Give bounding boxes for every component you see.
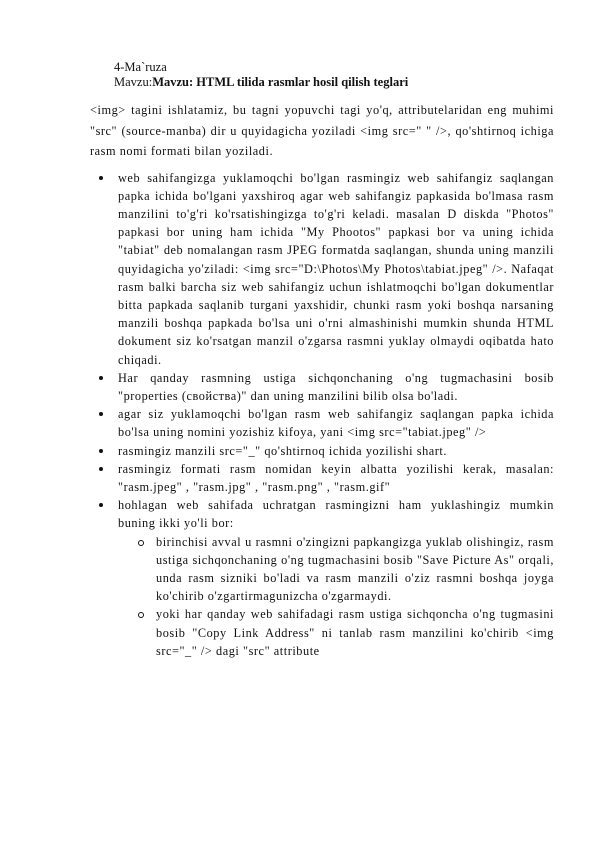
- bullet-item-5: rasmingiz formati rasm nomidan keyin albatta yozilishi kerak, masalan: "rasm.jpeg" , "rasm.jpg" , "rasm.png" , "rasm.gif": [118, 460, 554, 496]
- sub-bullet-list: [118, 533, 554, 660]
- sub-bullet-item-2: yoki har qanday web sahifadagi rasm ustiga sichqoncha o'ng tugmasini bosib "Copy Link Address" ni tanlab rasm manzilini ko'chirib <img src="_" /> dagi "src" attribute: [156, 605, 554, 660]
- bullet-item-6: [118, 496, 554, 660]
- topic-title: Mavzu: HTML tilida rasmlar hosil qilish teglari: [152, 75, 409, 89]
- bullet-item-1: web sahifangizga yuklamoqchi bo'lgan rasmingiz web sahifangiz saqlangan papka ichida bo'lgani yaxshiroq agar web sahifangiz papkasida bo'lmasa rasm manzilini to'g'ri ko'rsatishingizga to'g'ri keladi. masalan D diskda "Photos" papkasi bor uning ham ichida "My Phootos" papkasi bor va uning ichida "tabiat" deb nomalangan rasm JPEG formatda saqlangan, shunda uning manzili quyidagicha yo'ziladi: <img src="D:\Photos\My Photos\tabiat.jpeg" />. Nafaqat rasm balki barcha siz web sahifangiz uchun ishlatmoqchi bo'lgan dokumentlar bitta papkada saqlanib turgani yaxshidir, chunki rasm yoki boshqa narsaning manzili boshqa papkada bo'lsa uni o'rni almashinishi mumkin shunda HTML dokument siz ko'rsatgan manzil o'zgarsa rasmni yuklay olmaydi oqibatda hato chiqadi.: [118, 169, 554, 369]
- bullet-item-4: rasmingiz manzili src="_" qo'shtirnoq ichida yozilishi shart.: [118, 442, 554, 460]
- bullet-item-6-text: hohlagan web sahifada uchratgan rasmingizni ham yuklashingiz mumkin buning ikki yo'li bor:: [118, 498, 554, 531]
- lecture-number: 4-Ma`ruza: [114, 60, 167, 74]
- lecture-topic: [114, 75, 554, 90]
- intro-paragraph: <img> tagini ishlatamiz, bu tagni yopuvchi tagi yo'q, attributelaridan eng muhimi "src" (source-manba) dir u quyidagicha yoziladi <img src=" " />, qo'shtirnoq ichiga rasm nomi formati bilan yoziladi.: [90, 103, 554, 158]
- bullet-list: [80, 169, 554, 660]
- sub-bullet-item-1: birinchisi avval u rasmni o'zingizni papkangizga yuklab olishingiz, rasm ustiga sichqonchaning o'ng tugmachasini bosib "Save Picture As" orqali, unda rasm sizniki bo'ladi va rasm manzili o'ziz rasmni boshqa joyga ko'chirib o'zgartirmagunizcha o'zgarmaydi.: [156, 533, 554, 606]
- bullet-item-2: Har qanday rasmning ustiga sichqonchaning o'ng tugmachasini bosib "properties (свойства)" dan uning manzilini bilib olsa bo'ladi.: [118, 369, 554, 405]
- bullet-item-3: agar siz yuklamoqchi bo'lgan rasm web sahifangiz saqlangan papka ichida bo'lsa uning nomini yozishiz kifoya, yani <img src="tabiat.jpeg" />: [118, 405, 554, 441]
- topic-prefix: Mavzu:: [114, 75, 153, 89]
